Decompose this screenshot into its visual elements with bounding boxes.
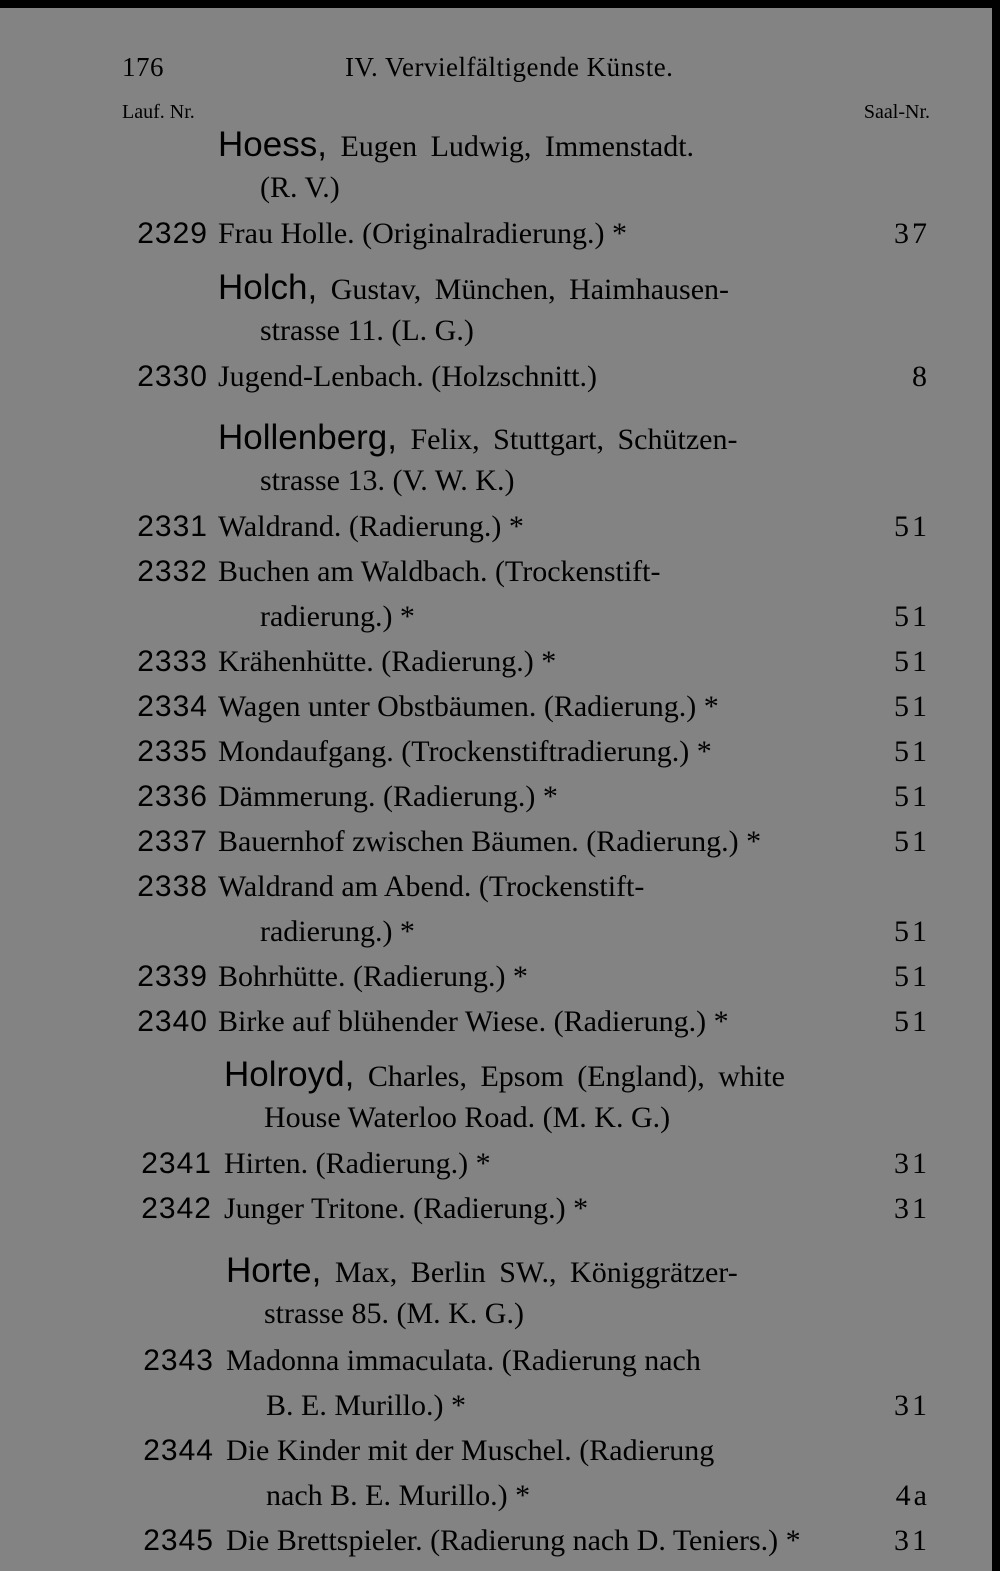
entry-number: 2337: [137, 825, 208, 858]
page-number: 176: [122, 52, 164, 82]
entry-number: 2342: [141, 1192, 212, 1225]
entry-number: 2335: [137, 735, 208, 768]
catalog-entry: [0, 1344, 992, 1384]
artist-name: Hoess,: [218, 125, 327, 164]
entry-title: Madonna immaculata. (Radierung nach: [226, 1344, 701, 1377]
entry-title: Wagen unter Obstbäumen. (Radierung.) *: [218, 690, 719, 723]
catalog-entry: [0, 960, 992, 1000]
entry-room: 4a: [895, 1479, 930, 1512]
catalog-entry-continued: [0, 915, 992, 955]
entry-room: 51: [894, 510, 930, 543]
entry-room: 51: [894, 915, 930, 948]
artist-details: Charles, Epsom (England), white: [367, 1060, 785, 1093]
entry-room: 31: [894, 1389, 930, 1422]
section-title: IV. Vervielfältigende Künste.: [345, 52, 674, 82]
entry-number: 2334: [137, 690, 208, 723]
entry-number: 2345: [143, 1524, 214, 1557]
entry-number: 2339: [137, 960, 208, 993]
catalog-entry: [0, 825, 992, 865]
catalog-entry: [0, 1147, 992, 1187]
entry-number: 2331: [137, 510, 208, 543]
entry-room: 31: [894, 1192, 930, 1225]
artist-details-continued: strasse 11. (L. G.): [260, 314, 474, 347]
entry-title-continued: radierung.) *: [260, 600, 415, 633]
catalog-entry: [0, 510, 992, 550]
catalog-entry-continued: [0, 1389, 992, 1429]
entry-room: 51: [894, 825, 930, 858]
artist-details-continued: (R. V.): [260, 171, 340, 204]
entry-title: Jugend-Lenbach. (Holzschnitt.): [218, 360, 598, 393]
entry-room: 51: [894, 600, 930, 633]
catalog-entry: [0, 645, 992, 685]
entry-number: 2330: [137, 360, 208, 393]
artist-name: Holch,: [218, 268, 318, 307]
artist-name: Holroyd,: [224, 1055, 355, 1094]
catalog-entry-continued: [0, 600, 992, 640]
entry-title: Birke auf blühender Wiese. (Radierung.) *: [218, 1005, 729, 1038]
catalog-entry: [0, 870, 992, 910]
entry-number: 2336: [137, 780, 208, 813]
entry-room: 37: [894, 217, 930, 250]
catalog-entry: [0, 1192, 992, 1232]
artist-heading: [0, 125, 992, 165]
entry-title: Frau Holle. (Originalradierung.) *: [218, 217, 628, 250]
catalog-entry: [0, 690, 992, 730]
catalog-entry-continued: [0, 1479, 992, 1519]
column-header-saal-nr: Saal-Nr.: [863, 101, 930, 123]
entry-title: Die Kinder mit der Muschel. (Radierung: [226, 1434, 715, 1467]
entry-title: Krähenhütte. (Radierung.) *: [218, 645, 557, 678]
artist-details-line: [0, 314, 992, 354]
entry-title: Buchen am Waldbach. (Trockenstift-: [218, 555, 661, 588]
entry-title-continued: B. E. Murillo.) *: [266, 1389, 466, 1422]
entry-room: 8: [912, 360, 930, 393]
catalog-entry: [0, 1524, 992, 1564]
catalog-entry: [0, 780, 992, 820]
entry-title: Bauernhof zwischen Bäumen. (Radierung.) *: [218, 825, 762, 858]
entry-room: 31: [894, 1524, 930, 1557]
artist-details: Eugen Ludwig, Immenstadt.: [340, 130, 695, 163]
artist-heading: [0, 1055, 992, 1095]
entry-title: Junger Tritone. (Radierung.) *: [224, 1192, 589, 1225]
entry-room: 51: [894, 1005, 930, 1038]
entry-room: 31: [894, 1147, 930, 1180]
artist-details: Gustav, München, Haimhausen-: [330, 273, 730, 306]
entry-room: 51: [894, 690, 930, 723]
catalog-entry: [0, 1005, 992, 1045]
artist-name: Horte,: [226, 1251, 322, 1290]
entry-room: 51: [894, 780, 930, 813]
entry-title-continued: radierung.) *: [260, 915, 415, 948]
entry-title: Bohrhütte. (Radierung.) *: [218, 960, 528, 993]
entry-title: Dämmerung. (Radierung.) *: [218, 780, 558, 813]
entry-number: 2329: [137, 217, 208, 250]
column-header-lauf-nr: Lauf. Nr.: [122, 101, 195, 123]
catalog-entry: [0, 217, 992, 257]
artist-heading: [0, 1251, 992, 1291]
catalog-page: [0, 8, 992, 1571]
artist-heading: [0, 418, 992, 458]
entry-room: 51: [894, 735, 930, 768]
artist-details: Max, Berlin SW., Königgrätzer-: [334, 1256, 738, 1289]
artist-details-line: [0, 464, 992, 504]
catalog-entry: [0, 555, 992, 595]
entry-title: Waldrand. (Radierung.) *: [218, 510, 524, 543]
artist-details-line: [0, 1297, 992, 1337]
artist-name: Hollenberg,: [218, 418, 397, 457]
artist-details-line: [0, 1101, 992, 1141]
artist-details-continued: strasse 13. (V. W. K.): [260, 464, 515, 497]
entry-number: 2338: [137, 870, 208, 903]
entry-number: 2332: [137, 555, 208, 588]
entry-number: 2333: [137, 645, 208, 678]
entry-number: 2341: [141, 1147, 212, 1180]
artist-details-line: [0, 171, 992, 211]
entry-room: 51: [894, 645, 930, 678]
artist-heading: [0, 268, 992, 308]
entry-number: 2340: [137, 1005, 208, 1038]
entry-title: Mondaufgang. (Trockenstiftradierung.) *: [218, 735, 712, 768]
catalog-entry: [0, 360, 992, 400]
catalog-entry: [0, 1434, 992, 1474]
entry-title-continued: nach B. E. Murillo.) *: [266, 1479, 531, 1512]
entry-number: 2344: [143, 1434, 214, 1467]
artist-details-continued: House Waterloo Road. (M. K. G.): [264, 1101, 671, 1134]
entry-title: Waldrand am Abend. (Trockenstift-: [218, 870, 645, 903]
entry-title: Hirten. (Radierung.) *: [224, 1147, 491, 1180]
entry-room: 51: [894, 960, 930, 993]
entry-number: 2343: [143, 1344, 214, 1377]
artist-details-continued: strasse 85. (M. K. G.): [264, 1297, 524, 1330]
artist-details: Felix, Stuttgart, Schützen-: [410, 423, 738, 456]
entry-title: Die Brettspieler. (Radierung nach D. Teniers.) *: [226, 1524, 801, 1557]
catalog-entry: [0, 735, 992, 775]
